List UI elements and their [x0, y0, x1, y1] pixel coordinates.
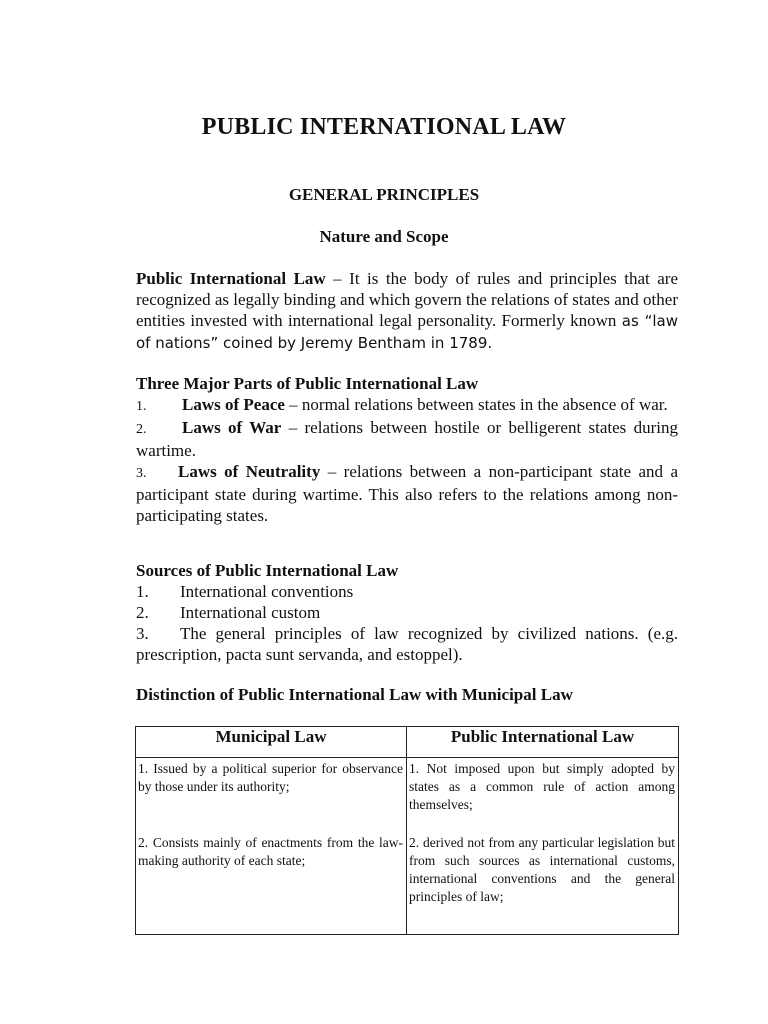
section-title: Nature and Scope [319, 227, 449, 246]
definition-former-name: law of nations [136, 312, 679, 352]
parts-item-number: 3. [136, 466, 147, 481]
sources-item-number: 2. [136, 603, 149, 622]
parts-item-desc: – relations between hostile or belligerent states during wartime. [136, 418, 678, 460]
table-row [136, 758, 679, 935]
sources-item [136, 623, 678, 665]
definition-dash: – [325, 269, 350, 288]
parts-item-name: Laws of Neutrality [178, 462, 321, 481]
sources-item-number: 3. [136, 624, 149, 643]
table-cell-text: 2. derived not from any particular legislation but from such sources as international customs, international conventions and the general principles of law; [409, 835, 675, 904]
sources-item-number: 1. [136, 582, 149, 601]
parts-section [136, 373, 678, 526]
definition-as-prefix: as “ [621, 312, 653, 330]
distinction-heading [136, 684, 678, 705]
parts-item [136, 461, 678, 526]
column-header-international: Public International Law [407, 727, 679, 758]
definition-paragraph [136, 268, 678, 354]
distinction-heading-text: Distinction of Public International Law with Municipal Law [136, 685, 573, 704]
comparison-table [135, 726, 679, 935]
parts-item-name: Laws of Peace [182, 395, 285, 414]
sources-item-text: The general principles of law recognized by civilized nations. (e.g. prescription, pacta sunt servanda, and estoppel). [136, 624, 678, 664]
sources-item-text: International conventions [180, 582, 354, 601]
parts-item-desc: – normal relations between states in the absence of war. [284, 395, 668, 414]
parts-item-number: 2. [136, 422, 147, 437]
parts-item [136, 394, 678, 417]
sources-item-text: International custom [180, 603, 321, 622]
parts-item-name: Laws of War [182, 418, 282, 437]
table-header-row [136, 727, 679, 758]
table-cell-text: 1. Issued by a political superior for observance by those under its authority; [138, 761, 403, 794]
sources-heading: Sources of Public International Law [136, 561, 399, 580]
international-cell [407, 758, 679, 935]
document-title: PUBLIC INTERNATIONAL LAW [201, 114, 567, 140]
parts-item-number: 1. [136, 399, 147, 414]
definition-text: It is the body of rules and principles that are recognized as legally binding and which govern the relations of states and other entities invested with international legal personality. Formerly known [136, 269, 679, 330]
table-cell-text: 1. Not imposed upon but simply adopted by states as a common rule of action among themselves; [409, 761, 675, 812]
definition-suffix: ” coined by Jeremy Bentham in 1789. [210, 334, 493, 352]
parts-item-desc: – relations between a non-participant state and a participant state during wartime. This also refers to the relations among non-participating states. [136, 462, 678, 525]
parts-item [136, 417, 678, 461]
column-header-municipal: Municipal Law [136, 727, 407, 758]
sources-item [136, 602, 678, 623]
sources-item [136, 581, 678, 602]
sources-section [136, 560, 678, 665]
parts-heading: Three Major Parts of Public International Law [136, 374, 479, 393]
definition-term: Public International Law [136, 269, 326, 288]
table-cell-text: 2. Consists mainly of enactments from the law-making authority of each state; [138, 835, 403, 868]
municipal-cell [136, 758, 407, 935]
document-subtitle: GENERAL PRINCIPLES [288, 185, 480, 204]
